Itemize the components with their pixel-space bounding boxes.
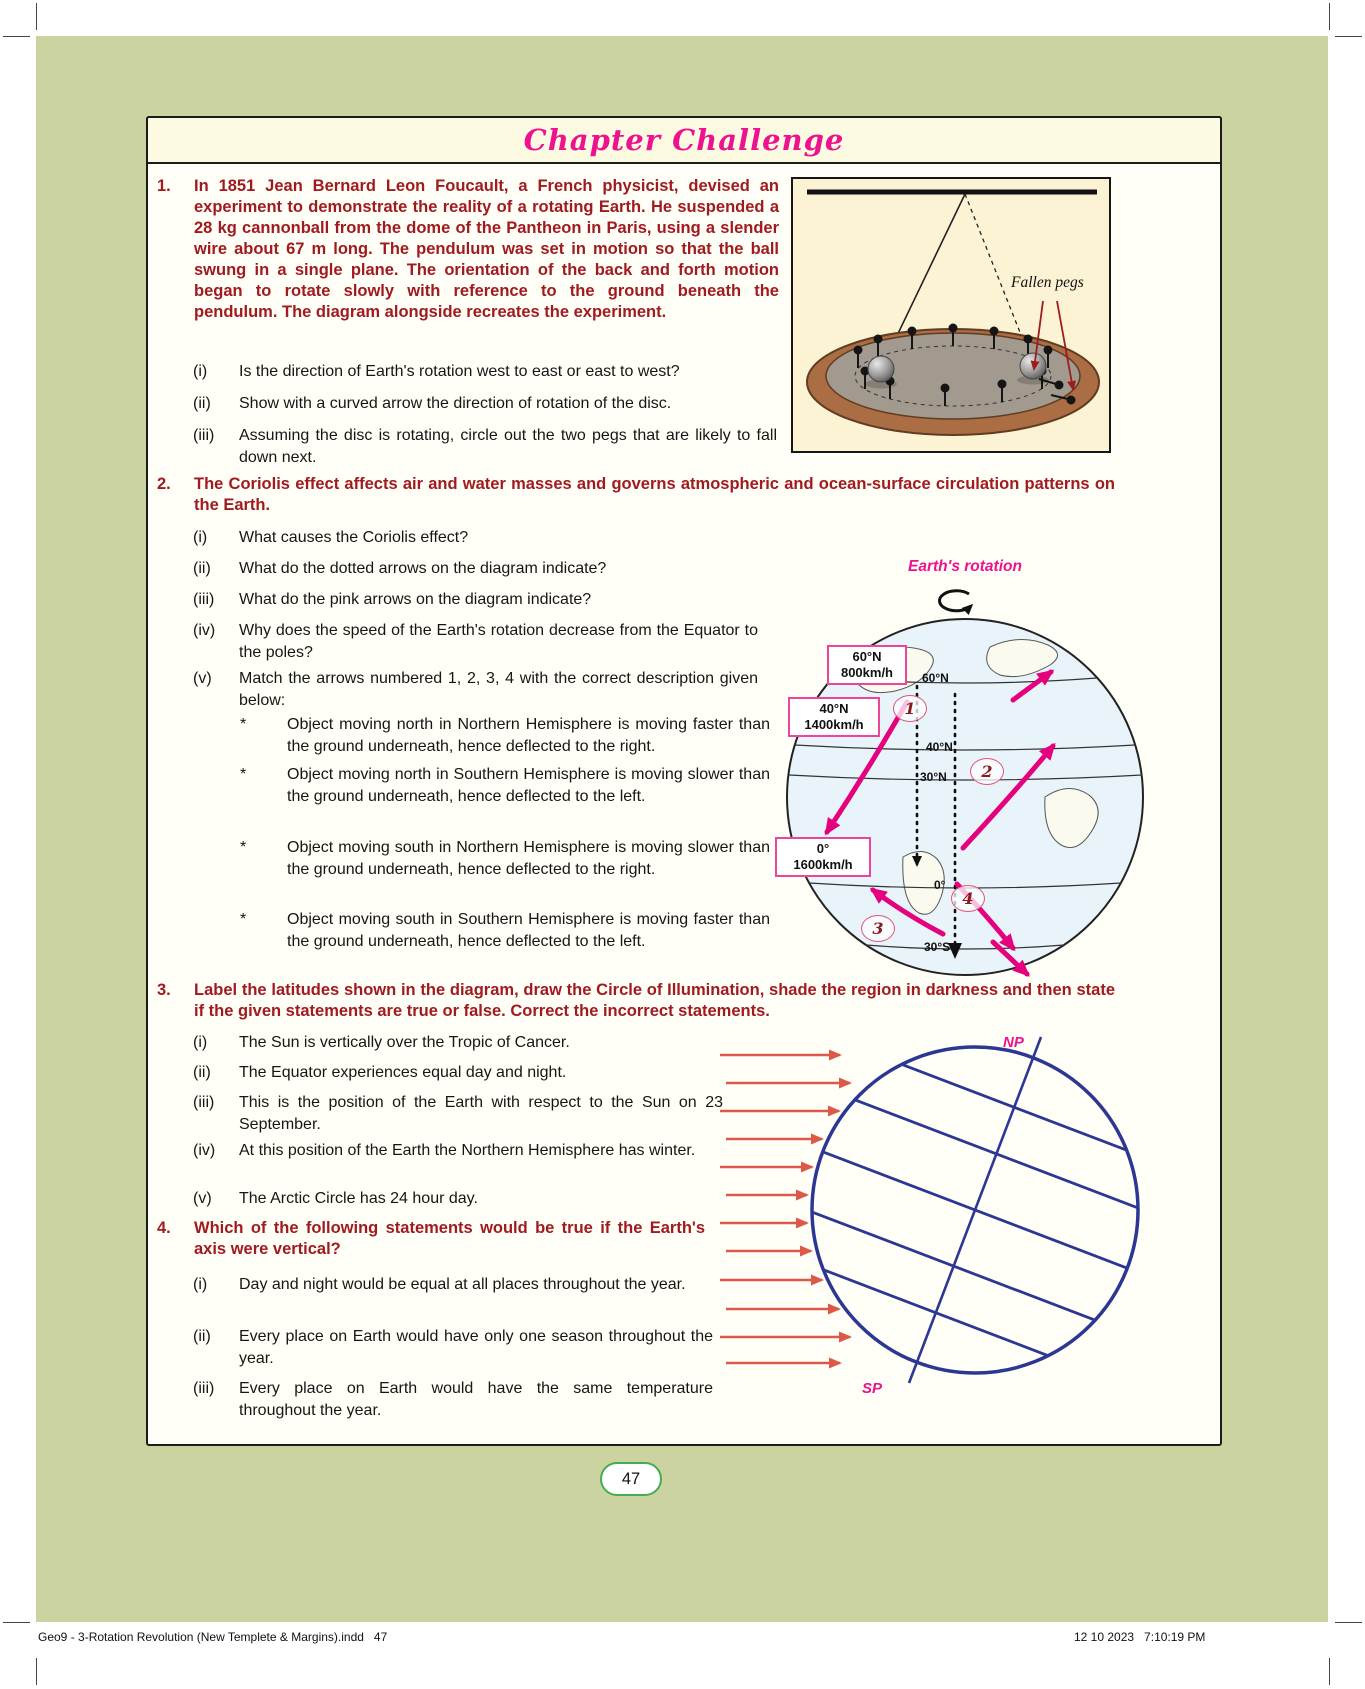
speed: 800km/h (840, 665, 894, 680)
q2-item-i (193, 527, 758, 549)
crop-mark (3, 36, 30, 37)
item-text: What do the dotted arrows on the diagram indicate? (239, 560, 607, 577)
item-text: Every place on Earth would have only one season throughout the year. (239, 1328, 713, 1367)
speed-box-60N (827, 645, 907, 685)
bullet-text: Object moving north in Northern Hemisphere is moving faster than the ground underneath, hence deflected to the right. (287, 716, 770, 755)
question-3-number: 3. (157, 981, 171, 999)
arrow-number-3: 3 (861, 915, 895, 942)
earth-rotation-label: Earth's rotation (908, 558, 1022, 575)
pendulum-diagram (791, 177, 1111, 453)
footer-filename: Geo9 - 3-Rotation Revolution (New Templete & Margins).indd 47 (38, 1630, 388, 1644)
crop-mark (3, 1622, 30, 1623)
q3-item-iii (193, 1092, 723, 1135)
q3-item-v (193, 1188, 723, 1210)
speed: 1400km/h (804, 717, 864, 732)
q2-item-v (193, 668, 758, 711)
q3-item-iv (193, 1140, 723, 1162)
q4-item-i (193, 1274, 713, 1296)
q3-item-i (193, 1032, 723, 1054)
item-text: Match the arrows numbered 1, 2, 3, 4 with the correct description given below: (239, 670, 758, 709)
item-label: (i) (193, 363, 208, 380)
item-text: Is the direction of Earth's rotation west to east or east to west? (239, 363, 680, 380)
item-label: (ii) (193, 560, 211, 577)
crop-mark (36, 1658, 37, 1685)
item-text: The Equator experiences equal day and night. (239, 1064, 567, 1081)
crop-mark (1329, 1658, 1330, 1685)
question-2-intro: The Coriolis effect affects air and water masses and governs atmospheric and ocean-surface circulation patterns on the Earth. (194, 475, 1115, 514)
earth-svg (755, 582, 1185, 1028)
crop-mark (36, 3, 37, 30)
page-title: Chapter Challenge (523, 123, 845, 157)
q2-bullet-1 (240, 714, 770, 757)
item-label: (iii) (193, 1380, 215, 1397)
item-label: (ii) (193, 395, 211, 412)
q2-bullet-3 (240, 837, 770, 880)
question-2-number: 2. (157, 475, 171, 493)
item-label: (ii) (193, 1064, 211, 1081)
tick-30S: 30°S (924, 940, 951, 954)
speed: 1600km/h (793, 857, 853, 872)
item-label: (iv) (193, 1142, 216, 1159)
speed-box-0 (775, 837, 871, 877)
fallen-pegs-label: Fallen pegs (1011, 274, 1084, 291)
q4-item-iii (193, 1378, 713, 1421)
crop-mark (1335, 36, 1362, 37)
cannonball (1020, 353, 1046, 379)
illumination-diagram (700, 1032, 1180, 1404)
bullet-text: Object moving south in Southern Hemisphere is moving faster than the ground underneath, hence deflected to the left. (287, 911, 770, 950)
item-text: What causes the Coriolis effect? (239, 529, 469, 546)
arrow-number-1: 1 (893, 695, 927, 722)
item-label: (i) (193, 1276, 208, 1293)
question-4 (157, 1218, 705, 1260)
item-label: (iii) (193, 427, 215, 444)
item-label: (v) (193, 670, 212, 687)
pendulum-svg (793, 179, 1109, 451)
q4-item-ii (193, 1326, 713, 1369)
arrow-number-2: 2 (970, 758, 1004, 785)
item-text: Every place on Earth would have the same temperature throughout the year. (239, 1380, 713, 1419)
question-4-number: 4. (157, 1219, 171, 1237)
bullet-marker: * (240, 766, 247, 783)
q2-item-iii (193, 589, 758, 611)
bullet-marker: * (240, 839, 247, 856)
bullet-marker: * (240, 716, 247, 733)
q1-item-i (193, 361, 777, 383)
latitude: 60°N (852, 649, 882, 664)
question-1-intro: In 1851 Jean Bernard Leon Foucault, a French physicist, devised an experiment to demonstrate the reality of a rotating Earth. He suspended a 28 kg cannonball from the dome of the Pantheon in Paris, using a slender wire about 67 m long. The pendulum was set in motion so that the ball swung in a single plane. The orientation of the back and forth motion began to rotate slowly with reference to the ground beneath the pendulum. The diagram alongside recreates the experiment. (194, 177, 779, 321)
item-label: (v) (193, 1190, 212, 1207)
item-text: What do the pink arrows on the diagram indicate? (239, 591, 592, 608)
speed-box-40N (788, 697, 880, 737)
question-1 (157, 176, 779, 323)
item-label: (i) (193, 529, 208, 546)
latitude: 0° (816, 841, 830, 856)
latitude-chords (813, 1065, 1137, 1355)
chapter-challenge-header (146, 116, 1222, 164)
item-text: This is the position of the Earth with respect to the Sun on 23 September. (239, 1094, 723, 1133)
item-text: Why does the speed of the Earth's rotation decrease from the Equator to the poles? (239, 622, 758, 661)
rotation-icon (940, 591, 971, 611)
item-label: (iii) (193, 591, 215, 608)
q2-bullet-2 (240, 764, 770, 807)
item-label: (ii) (193, 1328, 211, 1345)
footer-timestamp: 12 10 2023 7:10:19 PM (1074, 1630, 1206, 1644)
tick-30N: 30°N (920, 770, 947, 784)
question-3 (157, 980, 1115, 1022)
item-text: The Arctic Circle has 24 hour day. (239, 1190, 478, 1207)
tick-0: 0° (934, 878, 946, 892)
cannonball (868, 356, 894, 382)
q2-item-iv (193, 620, 758, 663)
question-1-number: 1. (157, 177, 171, 195)
item-text: Assuming the disc is rotating, circle out the two pegs that are likely to fall down next. (239, 427, 777, 466)
question-2 (157, 474, 1115, 516)
coriolis-diagram (755, 558, 1185, 1028)
south-pole-label: SP (862, 1380, 883, 1397)
q2-bullet-4 (240, 909, 770, 952)
crop-mark (1329, 3, 1330, 30)
page-number: 47 (600, 1462, 662, 1496)
question-4-intro: Which of the following statements would be true if the Earth's axis were vertical? (194, 1219, 705, 1258)
bullet-text: Object moving south in Northern Hemisphere is moving slower than the ground underneath, hence deflected to the right. (287, 839, 770, 878)
q1-item-ii (193, 393, 777, 415)
item-text: The Sun is vertically over the Tropic of Cancer. (239, 1034, 570, 1051)
item-label: (iii) (193, 1094, 215, 1111)
item-text: Show with a curved arrow the direction of rotation of the disc. (239, 395, 672, 412)
north-pole-label: NP (1003, 1034, 1024, 1051)
tick-60N: 60°N (922, 671, 949, 685)
sun-rays (720, 1055, 850, 1363)
q2-item-ii (193, 558, 758, 580)
question-3-intro: Label the latitudes shown in the diagram, draw the Circle of Illumination, shade the region in darkness and then state if the given statements are true or false. Correct the incorrect statements. (194, 981, 1115, 1020)
tick-40N: 40°N (926, 740, 953, 754)
item-text: At this position of the Earth the Northern Hemisphere has winter. (239, 1142, 696, 1159)
q3-item-ii (193, 1062, 723, 1084)
crop-mark (1335, 1622, 1362, 1623)
item-label: (i) (193, 1034, 208, 1051)
item-text: Day and night would be equal at all places throughout the year. (239, 1276, 686, 1293)
bullet-marker: * (240, 911, 247, 928)
bullet-text: Object moving north in Southern Hemisphere is moving slower than the ground underneath, hence deflected to the left. (287, 766, 770, 805)
arrow-number-4: 4 (951, 885, 985, 912)
globe-svg (700, 1032, 1180, 1404)
item-label: (iv) (193, 622, 216, 639)
latitude: 40°N (819, 701, 849, 716)
q1-item-iii (193, 425, 777, 468)
